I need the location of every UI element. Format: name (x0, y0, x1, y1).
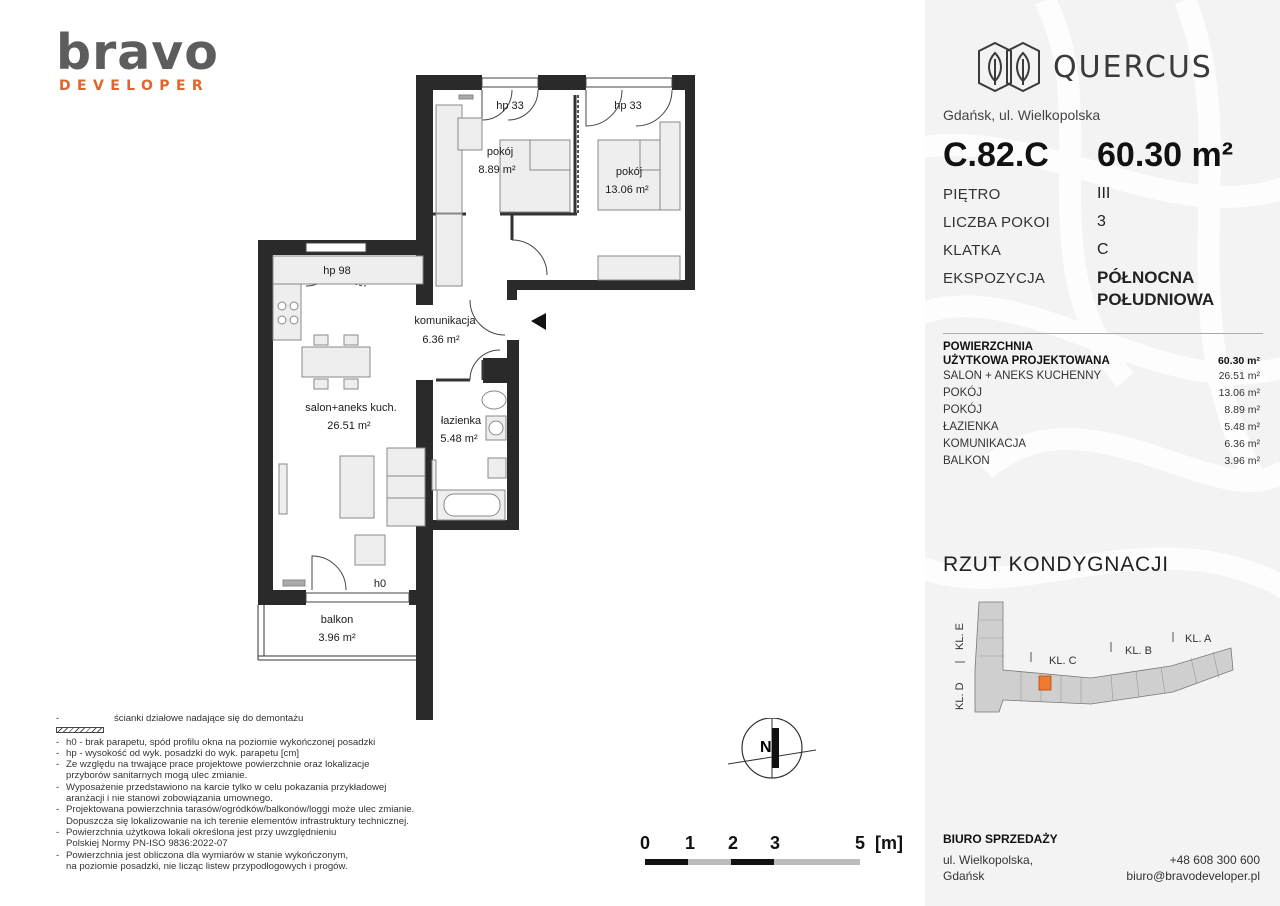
scale-tick-2: 2 (728, 833, 739, 853)
legend-text: ścianki działowe nadające się do demontażu (114, 713, 304, 724)
legend-text: Powierzchnia użytkowa lokali określona jest przy uwzględnieniu (66, 826, 337, 838)
area-row (943, 385, 1260, 402)
detail-value-exposure: PÓŁNOCNA (1097, 268, 1195, 287)
room-name-bedroom-2: pokój (615, 166, 643, 178)
sales-office-title: BIURO SPRZEDAŻY (943, 832, 1058, 846)
floor-plan-title: RZUT KONDYGNACJI (943, 553, 1169, 576)
divider (943, 333, 1263, 334)
legend-bullet: - (56, 713, 114, 737)
legend-line (56, 827, 426, 838)
legend-bullet (56, 838, 66, 849)
detail-value-floor: III (1097, 185, 1111, 202)
area-table-head: POWIERZCHNIA (943, 341, 1034, 353)
room-area-hall: 6.36 m² (422, 334, 460, 346)
window-label-3: hp 98 (323, 265, 351, 277)
area-table (943, 340, 1260, 470)
legend-text: Powierzchnia jest obliczona dla wymiarów w stanie wykończonym, (66, 849, 349, 861)
legend-text: Wyposażenie przedstawiono na karcie tylko w celu pokazania przykładowej (66, 781, 387, 793)
sales-address-line-2: Gdańsk (943, 869, 985, 883)
apartment-area: 60.30 m² (1097, 136, 1234, 174)
stairwell-label-b: KL. B (1125, 645, 1152, 657)
legend-line (56, 838, 426, 849)
area-row (943, 419, 1260, 436)
legend-bullet: - (56, 759, 60, 771)
detail-label-floor: PIĘTRO (943, 186, 1001, 203)
legend-line (56, 748, 426, 759)
legend-bullet: - (56, 826, 60, 838)
legend-text: aranżacji i nie stanowi zobowiązania umownego. (66, 793, 273, 805)
legend-line (56, 793, 426, 804)
legend-line (56, 804, 426, 815)
quercus-brand (977, 40, 1213, 94)
compass-label: N (760, 739, 772, 756)
detail-label-stairwell: KLATKA (943, 242, 1002, 259)
stairwell-label-c: KL. C (1049, 655, 1077, 667)
area-value: 13.06 m² (1218, 387, 1260, 399)
area-label: KOMUNIKACJA (943, 438, 1027, 450)
area-value: 6.36 m² (1224, 438, 1260, 450)
detail-value-exposure-2: POŁUDNIOWA (1097, 290, 1215, 309)
legend-bullet (56, 816, 66, 827)
scale-tick-0: 0 (640, 833, 651, 853)
legend-line (56, 861, 426, 872)
info-panel (925, 0, 1280, 906)
room-name-living: salon+aneks kuch. (305, 402, 397, 414)
legend-text: przyborów sanitarnych mogą ulec zmianie. (66, 770, 248, 782)
legend-text: na poziomie posadzki, nie licząc listew przypodłogowych i progów. (66, 860, 348, 872)
area-label: ŁAZIENKA (943, 421, 999, 433)
window-label-4: h0 (373, 578, 387, 590)
logo-word: bravo (56, 24, 219, 81)
legend-text: hp - wysokość od wyk. posadzki do wyk. parapetu [cm] (66, 747, 300, 759)
area-value: 3.96 m² (1224, 455, 1260, 467)
room-area-bedroom-2: 13.06 m² (605, 184, 649, 196)
partition-hatch-icon (56, 727, 104, 733)
area-value: 5.48 m² (1224, 421, 1260, 433)
quercus-logo-icon (977, 41, 1041, 93)
building-address: Gdańsk, ul. Wielkopolska (943, 107, 1101, 123)
area-label: POKÓJ (943, 387, 982, 399)
area-value: 8.89 m² (1224, 404, 1260, 416)
area-label: SALON + ANEKS KUCHENNY (943, 370, 1102, 382)
area-label: POKÓJ (943, 404, 982, 416)
room-name-bedroom-1: pokój (486, 146, 514, 158)
legend-line (56, 770, 426, 781)
scale-tick-1: 1 (685, 833, 696, 853)
sales-email[interactable]: biuro@bravodeveloper.pl (1126, 869, 1260, 883)
sales-phone[interactable]: +48 608 300 600 (1169, 853, 1260, 867)
area-label: UŻYTKOWA PROJEKTOWANA (943, 355, 1110, 367)
legend-bullet: - (56, 849, 60, 861)
building-floor-overview (941, 600, 1266, 730)
legend-bullet (56, 770, 66, 781)
legend-text: Projektowana powierzchnia tarasów/ogródków/balkonów/loggi może ulec zmianie. (66, 804, 415, 816)
window-label-1: hp 33 (496, 100, 524, 112)
room-area-bedroom-1: 8.89 m² (478, 164, 516, 176)
legend-line (56, 737, 426, 748)
detail-label-rooms: LICZBA POKOI (943, 214, 1050, 231)
legend-line (56, 759, 426, 770)
apartment-code: C.82.C (943, 136, 1049, 174)
legend-bullet (56, 861, 66, 872)
stairwell-label-a: KL. A (1185, 633, 1212, 645)
brand-name: QUERCUS (1053, 49, 1213, 85)
room-name-balcony: balkon (320, 614, 354, 626)
room-area-bathroom: 5.48 m² (440, 433, 478, 445)
legend-bullet: - (56, 781, 60, 793)
legend-line (56, 782, 426, 793)
area-row (943, 436, 1260, 453)
area-value: 26.51 m² (1218, 370, 1260, 382)
legend-text: h0 - brak parapetu, spód profilu okna na poziomie wykończonej posadzki (66, 736, 376, 748)
stairwell-label-d: KL. D (954, 682, 966, 710)
area-row (943, 453, 1260, 470)
scale-unit: [m] (875, 833, 903, 853)
legend-bullet: - (56, 804, 60, 816)
legend-notes (56, 713, 426, 872)
highlighted-apartment (1039, 676, 1051, 690)
legend-line (56, 713, 426, 737)
stairwell-label-e: KL. E (954, 623, 966, 650)
scale-bar (640, 833, 910, 873)
area-label: BALKON (943, 455, 990, 467)
logo-sub: DEVELOPER (59, 78, 210, 94)
detail-label-exposure: EKSPOZYCJA (943, 270, 1046, 287)
area-row (943, 368, 1260, 385)
scale-tick-5: 5 (855, 833, 866, 853)
room-name-bathroom: łazienka (440, 415, 482, 427)
room-name-hall: komunikacja (414, 315, 476, 327)
compass (720, 718, 820, 788)
legend-bullet: - (56, 736, 60, 748)
legend-line (56, 850, 426, 861)
room-area-balcony: 3.96 m² (318, 632, 356, 644)
area-row (943, 402, 1260, 419)
detail-value-rooms: 3 (1097, 213, 1106, 230)
area-row (943, 354, 1260, 368)
scale-tick-3: 3 (770, 833, 781, 853)
entrance-arrow-icon (531, 313, 546, 330)
legend-text: Dopuszcza się lokalizowanie na ich terenie elementów infrastruktury technicznej. (66, 815, 409, 827)
sales-address-line-1: ul. Wielkopolska, (943, 853, 1034, 867)
legend-line (56, 816, 426, 827)
area-value: 60.30 m² (1217, 355, 1260, 367)
legend-text: Ze względu na trwające prace projektowe powierzchnie oraz lokalizacje (66, 759, 370, 771)
detail-value-stairwell: C (1097, 241, 1109, 258)
window-label-2: hp 33 (614, 100, 642, 112)
legend-bullet (56, 793, 66, 804)
legend-text: Polskiej Normy PN-ISO 9836:2022-07 (66, 838, 228, 850)
legend-bullet: - (56, 747, 60, 759)
room-area-living: 26.51 m² (327, 420, 371, 432)
